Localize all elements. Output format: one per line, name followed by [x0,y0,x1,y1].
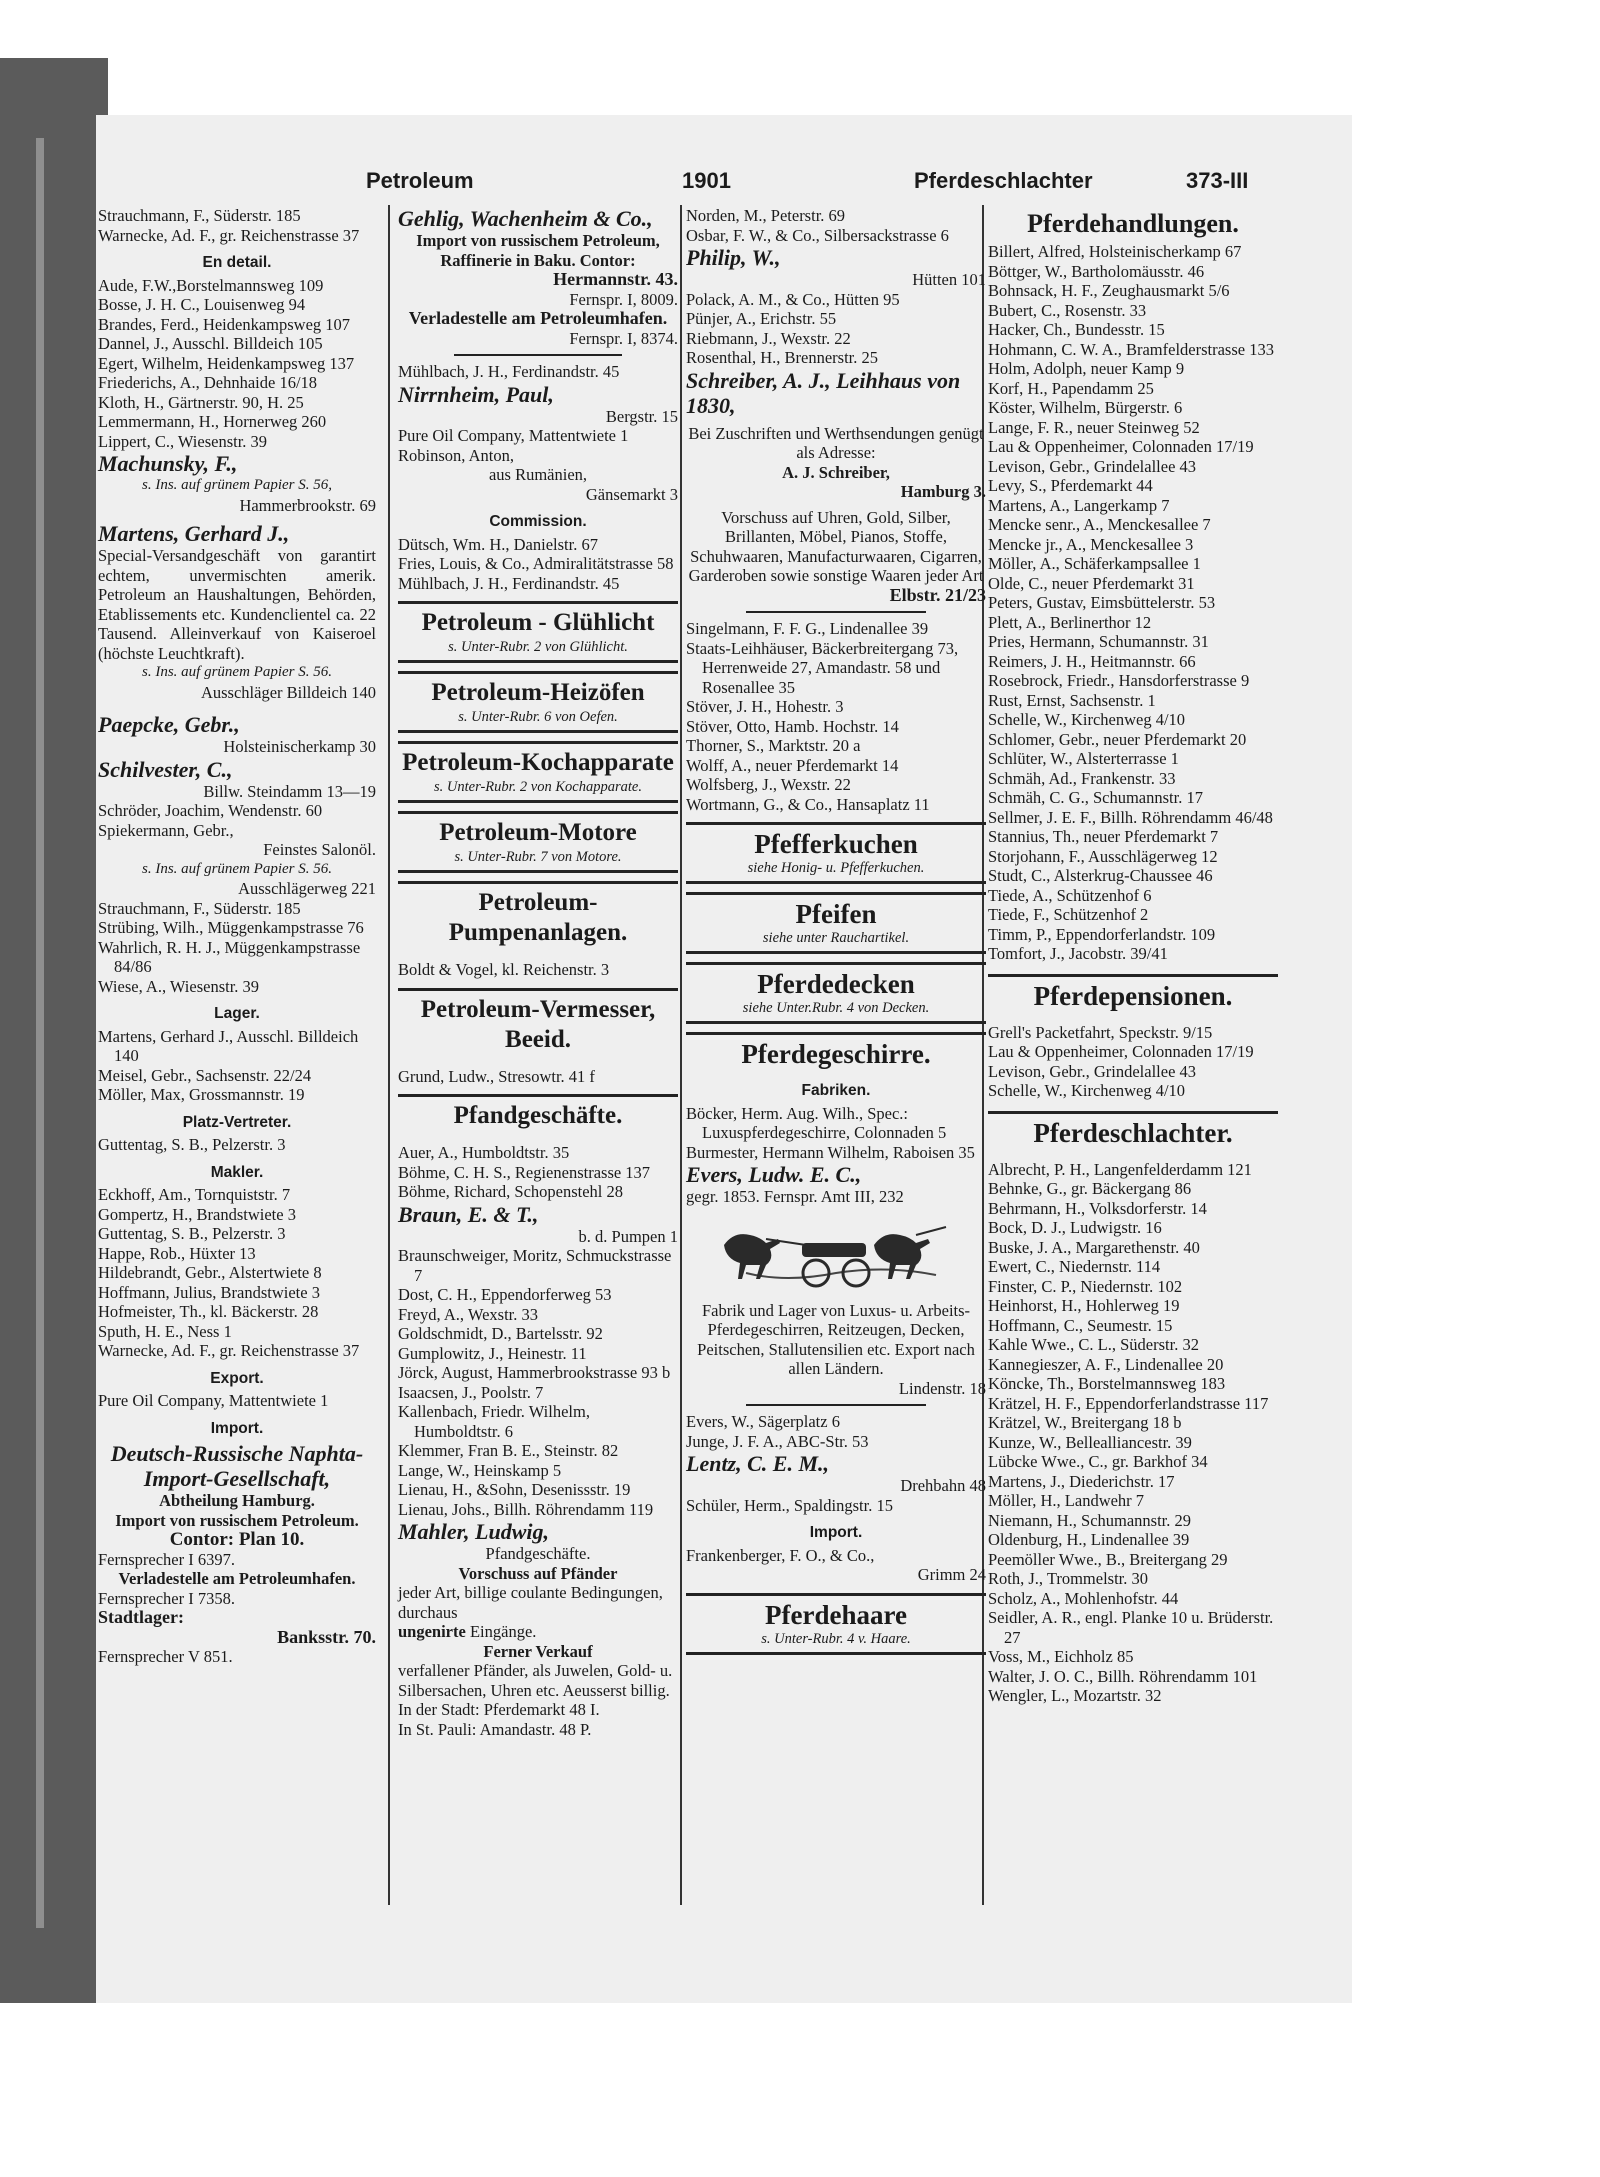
ad-line: Fernsprecher I 6397. [98,1549,235,1569]
list-item: Friederichs, A., Dehnhaide 16/18 [98,373,318,392]
ad-line: In St. Pauli: Amandastr. 48 P. [398,1719,592,1739]
list-item: Dost, C. H., Eppendorferweg 53 [398,1285,612,1304]
list-item: Lau & Oppenheimer, Colonnaden 17/19 [988,437,1254,456]
category-title: Petroleum-Vermesser, Beeid. [420,995,656,1053]
category-reference: s. Unter-Rubr. 7 von Motore. [454,849,622,865]
category-box [686,1032,986,1073]
category-title: Pferdepensionen. [1033,980,1233,1011]
ad-line: Elbstr. 21/23 [889,584,986,605]
list-item: Rosebrock, Friedr., Hansdorferstrasse 9 [988,671,1250,690]
firm-name: Mahler, Ludwig, [398,1519,549,1544]
list-item: Klemmer, Fran B. E., Steinstr. 82 [398,1441,619,1460]
section-heading: Import. [809,1524,863,1541]
category-title: Pferdegeschirre. [741,1039,931,1069]
list-item: Warnecke, Ad. F., gr. Reichenstrasse 37 [98,225,360,245]
list-item: Singelmann, F. F. G., Lindenallee 39 [686,619,929,638]
category-reference: siehe Unter.Rubr. 4 von Decken. [742,1000,930,1016]
category-reference: siehe unter Rauchartikel. [762,930,910,946]
list-item: Plett, A., Berlinerthor 12 [988,612,1152,632]
page-header [96,168,1272,200]
list-item: Möller, Max, Grossmannstr. 19 [98,1085,305,1104]
list-mid [98,801,376,840]
list-after-evers [686,1412,986,1451]
list-item: Mühlbach, J. H., Ferdinandstr. 45 [398,362,620,381]
list-item: Köncke, Th., Borstelmannsweg 183 [988,1374,1226,1393]
list-item: Studt, C., Alsterkrug-Chaussee 46 [988,866,1213,885]
list-schlachter [988,1160,1278,1706]
list-item: Billert, Alfred, Holsteinischerkamp 67 [988,242,1242,261]
scan-binding-edge [0,58,108,2003]
list-item: Sellmer, J. E. F., Billh. Röhrendamm 46/48 [988,807,1273,827]
list-item: Holm, Adolph, neuer Kamp 9 [988,359,1185,378]
firm-address: Drehbahn 48 [900,1476,986,1495]
list-item: Lau & Oppenheimer, Colonnaden 17/19 [988,1042,1254,1061]
list-item: Stöver, J. H., Hohestr. 3 [686,697,844,716]
firm-address: b. d. Pumpen 1 [578,1226,678,1246]
ad-text: Eingänge. [469,1622,537,1641]
firm-name: Lentz, C. E. M., [686,1451,830,1476]
list-item: Tiede, F., Schützenhof 2 [988,905,1149,924]
firm-address: Hütten 101 [912,270,986,289]
list-item: Lange, F. R., neuer Steinweg 52 [988,417,1200,437]
list-item: Roth, J., Trommelstr. 30 [988,1569,1148,1588]
ad-line: Ferner Verkauf [483,1641,593,1661]
list-item: Korf, H., Papendamm 25 [988,378,1154,398]
ad-line: Pfandgeschäfte. [485,1544,591,1563]
ad-line: gegr. 1853. Fernspr. Amt III, 232 [686,1187,904,1206]
section-heading: Fabriken. [801,1082,871,1099]
list-en-detail [98,276,376,452]
list-item: Levison, Gebr., Grindelallee 43 [988,456,1197,476]
divider [454,354,622,356]
list-item: Walter, J. O. C., Billh. Röhrendamm 101 [988,1666,1258,1686]
list-item: Böhme, C. H. S., Regienenstrasse 137 [398,1162,651,1182]
list-item: Guttentag, S. B., Pelzerstr. 3 [98,1135,286,1154]
column-rule [388,205,390,1905]
list-item: Gumplowitz, J., Heinestr. 11 [398,1343,587,1363]
firm-name: Machunsky, F., [98,451,238,476]
list-item: Osbar, F. W., & Co., Silbersackstrasse 6 [686,225,949,245]
firm-address: Holsteinischerkamp 30 [223,737,376,756]
category-box [398,811,678,873]
column-rule [680,205,682,1905]
header-section-right: Pferdeschlachter [914,168,1093,193]
list-item: Pries, Hermann, Schumannstr. 31 [988,632,1209,651]
list-item: Kahle Wwe., C. L., Süderstr. 32 [988,1335,1199,1354]
divider [746,1404,926,1406]
list-item: Evers, W., Sägerplatz 6 [686,1412,840,1431]
list-item: Peemöller Wwe., B., Breitergang 29 [988,1549,1228,1569]
category-title: Petroleum-Pumpenanlagen. [448,889,628,946]
list-item: Riebmann, J., Wexstr. 22 [686,328,851,348]
list-makler [98,1185,376,1361]
ad-text: Feinstes Salonöl. [263,840,376,859]
list-item: Martens, J., Diederichstr. 17 [988,1471,1175,1491]
ad-line: Stadtlager: [98,1607,184,1627]
list-item: Lange, W., Heinskamp 5 [398,1460,562,1480]
list-item: Dütsch, Wm. H., Danielstr. 67 [398,534,598,554]
list-item: Warnecke, Ad. F., gr. Reichenstrasse 37 [98,1341,360,1360]
list-item: Eckhoff, Am., Tornquiststr. 7 [98,1185,291,1204]
category-title: Pfefferkuchen [754,829,918,859]
list-item: Krätzel, H. F., Eppendorferlandstrasse 117 [988,1393,1269,1413]
list-item: Lübcke Wwe., C., gr. Barkhof 34 [988,1452,1208,1471]
list-item: Strauchmann, F., Süderstr. 185 [98,898,301,918]
firm-name: Schreiber, A. J., Leihhaus von 1830, [686,367,961,418]
list-item: Strauchmann, F., Süderstr. 185 [98,206,301,225]
category-box [398,1094,678,1135]
ad-line: verfallener Pfänder, als Juwelen, Gold- u. Silbersachen, Uhren etc. Aeusserst billig. [398,1661,673,1700]
list-mid [686,290,986,368]
list-item: Sputh, H. E., Ness 1 [98,1321,232,1341]
list-item: Möller, A., Schäferkampsallee 1 [988,554,1201,573]
list-item: Böttger, W., Bartholomäusstr. 46 [988,261,1205,281]
list-item: Wolfsberg, J., Wexstr. 22 [686,775,851,794]
category-title: Petroleum-Kochapparate [402,749,674,776]
header-section-left: Petroleum [366,168,474,193]
ad-emphasis: ungenirte [398,1622,466,1641]
list-item: Heinhorst, H., Hohlerweg 19 [988,1296,1180,1315]
ad-line: Fernspr. I, 8374. [569,328,678,348]
category-title: Pferdeschlachter. [1033,1117,1233,1148]
category-box [988,1111,1278,1152]
ad-line: Import von russischem Petroleum. [115,1510,359,1530]
section-heading: Import. [210,1419,264,1437]
list-item: Martens, Gerhard J., Ausschl. Billdeich 140 [98,1026,359,1065]
list-pensionen [988,1023,1278,1101]
category-title: Petroleum-Heizöfen [431,679,645,706]
list-after [686,619,986,814]
insert-note: s. Ins. auf grünem Papier S. 56, [142,477,332,493]
list-commission [398,535,678,594]
list-item: Schelle, W., Kirchenweg 4/10 [988,710,1186,729]
firm-name: Nirrnheim, Paul, [398,381,554,407]
category-box [686,822,986,884]
firm-name: Gehlig, Wachenheim & Co., [398,206,653,231]
firm-address: Gänsemarkt 3 [585,484,678,504]
insert-note: s. Ins. auf grünem Papier S. 56. [142,664,332,680]
list-item: Scholz, A., Mohlenhofstr. 44 [988,1588,1179,1608]
list-item: Lienau, Johs., Billh. Röhrendamm 119 [398,1499,654,1519]
firm-address: Lindenstr. 18 [898,1378,986,1398]
ad-line: Abtheilung Hamburg. [159,1491,315,1510]
category-box [398,671,678,733]
ad-line: Vorschuss auf Pfänder [458,1563,618,1583]
list-item: Kallenbach, Friedr. Wilhelm, Humboldtstr. 6 [398,1402,590,1441]
list-item: Pure Oil Company, Mattentwiete 1 [98,1391,329,1410]
ad-line: In der Stadt: Pferdemarkt 48 I. [398,1700,600,1719]
ad-line: Vorschuss auf Uhren, Gold, Silber, Brillanten, Möbel, Pianos, Stoffe, Schuhwaaren, Manufacturwaaren, Cigarren, Garderoben sowie sonstige Waaren jeder Art [688,507,984,585]
list-item: Albrecht, P. H., Langenfelderdamm 121 [988,1159,1252,1179]
ad-text: Special-Versandgeschäft von garantirt echtem, unvermischten amerik. Petroleum an Haushaltungen, Behörden, Etablissements etc. Kundenclientel ca. 22 Tausend. Alleinverkauf von Kaiseroel (höchste Leuchtkraft). [98,546,376,663]
list-item: Lemmermann, H., Hornerweg 260 [98,412,327,431]
list-export [98,1391,376,1411]
list-item: Aude, F.W.,Borstelmannsweg 109 [98,275,324,295]
firm-address: Grimm 24 [917,1565,986,1584]
list-item: Böhme, Richard, Schopenstehl 28 [398,1182,624,1201]
list-item: Olde, C., neuer Pferdemarkt 31 [988,573,1195,593]
list-item: Martens, A., Langerkamp 7 [988,495,1170,515]
list-item: Behrmann, H., Volksdorferstr. 14 [988,1198,1207,1218]
list-item: Rust, Ernst, Sachsenstr. 1 [988,690,1156,710]
ad-line: jeder Art, billige coulante Bedingungen, durchaus [398,1583,663,1622]
list-item: Bock, D. J., Ludwigstr. 16 [988,1218,1162,1237]
list-item: Hohmann, C. W. A., Bramfelderstrasse 133 [988,339,1274,359]
ad-line: A. J. Schreiber, [782,462,890,482]
firm-address: Ausschläger Billdeich 140 [200,682,376,702]
ad-line: Verladestelle am Petroleumhafen. [118,1569,356,1588]
category-box [686,962,986,1024]
list-item: Stannius, Th., neuer Pferdemarkt 7 [988,827,1219,846]
list-item: Boldt & Vogel, kl. Reichenstr. 3 [398,960,610,979]
section-heading: En detail. [202,254,272,271]
category-box [398,881,678,952]
category-reference: s. Unter-Rubr. 4 v. Haare. [761,1630,911,1647]
list-item: Schlüter, W., Alsterterrasse 1 [988,749,1179,768]
ad-line: aus Rumänien, [488,465,588,484]
list-item: Egert, Wilhelm, Heidenkampsweg 137 [98,353,355,373]
list-item: Braunschweiger, Moritz, Schmuckstrasse 7 [398,1246,672,1285]
category-title: Pfeifen [795,899,877,929]
list-item: Lienau, H., &Sohn, Desenissstr. 19 [398,1480,631,1499]
list-item: Happe, Rob., Hüxter 13 [98,1243,256,1263]
list-item: Wortmann, G., & Co., Hansaplatz 11 [686,794,930,814]
list-item: Brandes, Ferd., Heidenkampsweg 107 [98,314,351,334]
list-item: Polack, A. M., & Co., Hütten 95 [686,289,900,309]
category-title: Pferdedecken [757,969,915,999]
list-item: Wiese, A., Wiesenstr. 39 [98,976,260,996]
list-top [98,206,376,245]
category-box [686,892,986,954]
list-item: Fries, Louis, & Co., Admiralitätstrasse 58 [398,554,674,573]
list-entries-b [398,426,678,465]
list-item: Wolff, A., neuer Pferdemarkt 14 [686,755,899,775]
firm-address: Billw. Steindamm 13—19 [203,781,376,801]
firm-name: Deutsch-Russische Naphta-Import-Gesellschaft, [110,1441,364,1491]
list-item: Jörck, August, Hammerbrookstrasse 93 b [398,1363,671,1382]
list-item: Isaacsen, J., Poolstr. 7 [398,1382,544,1402]
list-item: Burmester, Hermann Wilhelm, Raboisen 35 [686,1142,975,1162]
list-item: Voss, M., Eichholz 85 [988,1647,1134,1666]
category-box [988,974,1278,1015]
list-item: Junge, J. F. A., ABC-Str. 53 [686,1431,869,1451]
list-item: Frankenberger, F. O., & Co., [686,1545,875,1565]
list-item: Tomfort, J., Jacobstr. 39/41 [988,944,1168,963]
list-item: Goldschmidt, D., Bartelsstr. 92 [398,1324,603,1343]
list-item: Schelle, W., Kirchenweg 4/10 [988,1081,1186,1100]
list-item: Mühlbach, J. H., Ferdinandstr. 45 [398,573,620,593]
list-item: Schüler, Herm., Spaldingstr. 15 [686,1495,893,1515]
list-item: Schröder, Joachim, Wendenstr. 60 [98,801,323,820]
section-heading: Platz-Vertreter. [182,1113,292,1131]
category-title: Petroleum-Motore [439,819,637,846]
list-item: Levison, Gebr., Grindelallee 43 [988,1061,1197,1081]
list-item: Tiede, A., Schützenhof 6 [988,885,1152,905]
list-item: Meisel, Gebr., Sachsenstr. 22/24 [98,1065,312,1085]
ad-line: Import von russischem Petroleum, Raffinerie in Baku. Contor: [416,231,660,270]
firm-address: Bergstr. 15 [605,406,678,426]
list-item: Pure Oil Company, Mattentwiete 1 [398,426,629,445]
ad-line: Hermannstr. 43. [553,269,678,289]
list-item: Oldenburg, H., Lindenallee 39 [988,1530,1190,1549]
category-box [398,741,678,803]
column-1 [98,206,376,1667]
list-item: Mencke senr., A., Menckesallee 7 [988,515,1211,534]
list-item: Guttentag, S. B., Pelzerstr. 3 [98,1224,286,1243]
ad-line: Fernsprecher I 7358. [98,1588,235,1608]
list-item: Hofmeister, Th., kl. Bäckerstr. 28 [98,1302,319,1321]
list-item: Hacker, Ch., Bundesstr. 15 [988,320,1165,339]
list-platz [98,1135,376,1155]
list-item: Krätzel, W., Breitergang 18 b [988,1413,1182,1432]
firm-name: Braun, E. & T., [398,1201,539,1227]
firm-name: Paepcke, Gebr., [98,712,240,737]
category-reference: s. Unter-Rubr. 2 von Glühlicht. [448,639,628,655]
firm-name: Philip, W., [686,245,781,270]
category-reference: s. Unter-Rubr. 6 von Oefen. [458,709,618,725]
category-reference: siehe Honig- u. Pfefferkuchen. [747,860,925,876]
firm-address: Hammerbrookstr. 69 [239,495,376,515]
list-item: Hildebrandt, Gebr., Alstertwiete 8 [98,1263,322,1282]
header-year: 1901 [682,168,731,193]
list-item: Möller, H., Landwehr 7 [988,1491,1145,1510]
list-item: Kannegieszer, A. F., Lindenallee 20 [988,1354,1224,1374]
list-item: Hoffmann, C., Seumestr. 15 [988,1315,1173,1335]
list-item: Thorner, S., Marktstr. 20 a [686,736,861,755]
section-heading: Makler. [210,1163,264,1181]
ad-text: Fabrik und Lager von Luxus- u. Arbeits-Pferdegeschirren, Reitzeugen, Decken, Peitschen, Stallutensilien etc. Export nach allen Ländern. [697,1300,975,1378]
list-item: Wengler, L., Mozartstr. 32 [988,1686,1162,1705]
column-2 [398,206,678,1739]
list-item: Norden, M., Peterstr. 69 [686,206,846,225]
list-item: Rosenthal, H., Brennerstr. 25 [686,348,879,367]
firm-name: Evers, Ludw. E. C., [686,1162,862,1187]
ad-line: Verladestelle am Petroleumhafen. [408,308,668,328]
list-item: Finster, C. P., Niedernstr. 102 [988,1276,1183,1296]
list-late [98,899,376,997]
section-heading: Export. [210,1369,264,1387]
ad-line: Banksstr. 70. [277,1626,376,1647]
header-page-number: 373-III [1186,168,1249,193]
list-item: Böcker, Herm. Aug. Wilh., Spec.: Luxuspferdegeschirre, Colonnaden 5 [686,1103,947,1142]
list-item: Reimers, J. H., Heitmannstr. 66 [988,651,1196,671]
list-top [686,206,986,245]
list-item: Ewert, C., Niedernstr. 114 [988,1257,1161,1276]
list-item: Schlomer, Gebr., neuer Pferdemarkt 20 [988,729,1247,749]
list-item: Pünjer, A., Erichstr. 55 [686,309,837,328]
category-title: Pfandgeschäfte. [453,1102,623,1129]
list-item: Seidler, A. R., engl. Planke 10 u. Brüderstr. 27 [988,1608,1274,1647]
list-item: Grell's Packetfahrt, Speckstr. 9/15 [988,1022,1213,1042]
firm-name: Martens, Gerhard J., [98,521,290,546]
column-4 [988,206,1278,1706]
list-item: Mencke jr., A., Menckesallee 3 [988,534,1194,554]
section-heading: Lager. [214,1005,260,1022]
firm-address: Ausschlägerweg 221 [238,879,376,898]
category-box [398,988,678,1059]
list-item: Levy, S., Pferdemarkt 44 [988,476,1153,495]
list-item: Hoffmann, Julius, Brandstwiete 3 [98,1282,320,1302]
list-handlungen [988,242,1278,964]
list-item: Bohnsack, H. F., Zeughausmarkt 5/6 [988,281,1230,300]
list-item: Strübing, Wilh., Müggenkampstrasse 76 [98,918,364,937]
list-item: Kloth, H., Gärtnerstr. 90, H. 25 [98,392,304,412]
category-title: Petroleum - Glühlicht [421,609,655,636]
list-item: Dannel, J., Ausschl. Billdeich 105 [98,334,323,353]
list-item: Schmäh, C. G., Schumannstr. 17 [988,788,1203,807]
column-3 [686,206,986,1663]
ad-line: Bei Zuschriften und Werthsendungen genügt als Adresse: [688,423,984,462]
list-item: Stöver, Otto, Hamb. Hochstr. 14 [686,716,899,736]
list-item: Spiekermann, Gebr., [98,820,234,840]
list-item: Gompertz, H., Brandstwiete 3 [98,1204,296,1224]
category-box [398,601,678,663]
list-item: Bosse, J. H. C., Louisenweg 94 [98,295,306,314]
list-item: Storjohann, F., Ausschlägerweg 12 [988,846,1218,866]
category-title: Pferdehaare [765,1599,907,1630]
list-pfand-a [398,1143,678,1202]
list-item: Behnke, G., gr. Bäckergang 86 [988,1179,1192,1198]
firm-name: Schilvester, C., [98,756,233,782]
ad-line [398,1622,678,1642]
category-box [686,1593,986,1655]
ad-line: Hamburg 3. [900,482,986,501]
section-heading: Commission. [489,513,587,530]
list-item: Wahrlich, R. H. J., Müggenkampstrasse 84/86 [98,937,361,976]
list-item: Auer, A., Humboldtstr. 35 [398,1143,570,1162]
list-item: Freyd, A., Wexstr. 33 [398,1304,538,1324]
list-lager [98,1027,376,1105]
divider [746,611,926,613]
list-item: Niemann, H., Schumannstr. 29 [988,1510,1192,1530]
list-item: Lippert, C., Wiesenstr. 39 [98,431,268,451]
list-item: Köster, Wilhelm, Bürgerstr. 6 [988,398,1183,417]
list-fabriken [686,1104,986,1163]
list-item: Bubert, C., Rosenstr. 33 [988,300,1147,320]
category-reference: s. Unter-Rubr. 2 von Kochapparate. [434,779,642,795]
list-item: Robinson, Anton, [398,445,514,465]
insert-note: s. Ins. auf grünem Papier S. 56. [142,860,332,877]
list-item: Schmäh, Ad., Frankenstr. 33 [988,768,1176,788]
list-item: Staats-Leihhäuser, Bäckerbreitergang 73, Herrenweide 27, Amandastr. 58 und Rosenallee 35 [686,638,959,697]
list-pfand-b [398,1246,678,1519]
ad-line: Fernspr. I, 8009. [569,289,678,309]
ad-line: Contor: Plan 10. [169,1529,305,1550]
category-title: Pferdehandlungen. [1027,209,1239,238]
ad-line: Fernsprecher V 851. [98,1647,233,1666]
list-item: Peters, Gustav, Eimsbüttelerstr. 53 [988,593,1216,612]
list-item: Kunze, W., Bellealliancestr. 39 [988,1432,1192,1452]
list-item: Buske, J. A., Margarethenstr. 40 [988,1237,1200,1257]
list-item: Grund, Ludw., Stresowtr. 41 f [398,1066,595,1086]
list-item: Timm, P., Eppendorferlandstr. 109 [988,924,1216,944]
horse-carriage-icon [706,1215,966,1295]
